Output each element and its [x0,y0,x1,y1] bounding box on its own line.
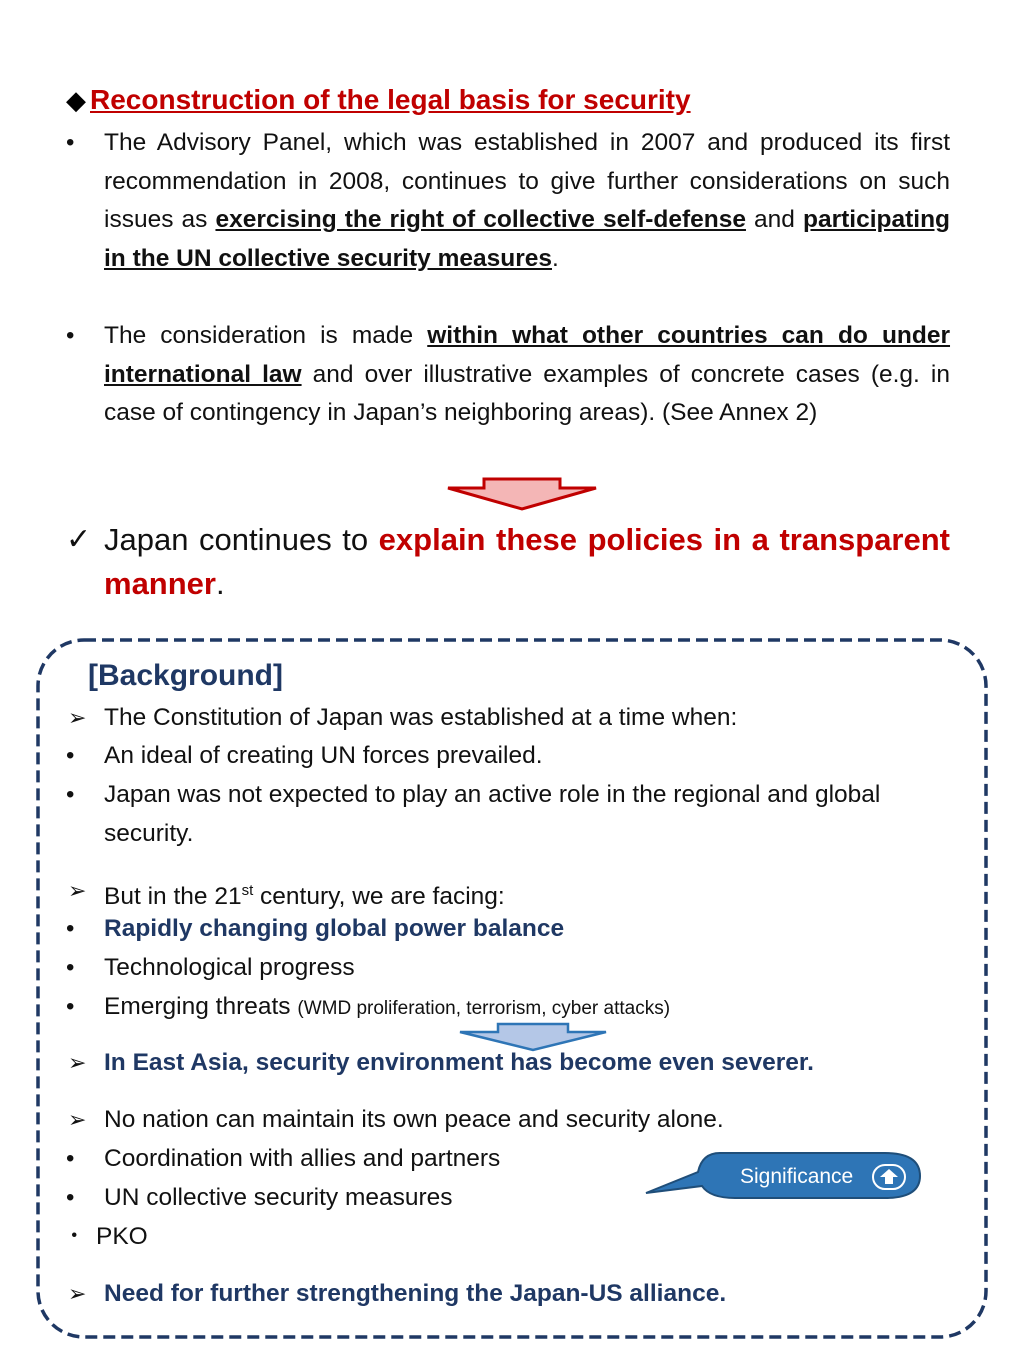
text-segment: and [745,206,803,233]
arrow-bullet-icon: ➢ [68,705,87,730]
japan-us-alliance-line: Need for further strengthening the Japan-US alliance. [104,1280,727,1307]
text-segment: Japan continues to [104,522,379,557]
bullet-icon: • [66,1145,75,1172]
text-segment: Emerging threats [104,993,291,1020]
pko-item: PKO [96,1223,148,1250]
emphasis-un-collective-security: participating in the UN collective security measures [104,206,950,272]
technological-progress-item: Technological progress [104,954,355,981]
check-icon: ✓ [66,523,92,556]
constitution-line: The Constitution of Japan was established at a time when: [104,704,738,731]
threat-examples: (WMD proliferation, terrorism, cyber attacks) [297,998,671,1019]
bullet-icon: • [66,954,75,981]
text-segment: and over illustrative examples of concrete cases (e.g. in case of contingency in Japan’s neighboring areas). (See Annex 2) [104,360,950,426]
text-segment: . [552,244,559,272]
pko-marker: ・ [62,1223,87,1250]
arrow-bullet-icon: ➢ [68,1281,87,1306]
no-nation-alone-line: No nation can maintain its own peace and security alone. [104,1106,724,1133]
east-asia-line: In East Asia, security environment has become even severer. [104,1049,814,1076]
active-role-item: Japan was not expected to play an active role in the regional and global security. [104,781,881,847]
text-segment: The consideration is made [104,322,428,349]
text-segment: century, we are facing: [253,883,505,911]
up-arrow-icon[interactable] [872,1164,906,1190]
bullet-icon: • [66,915,75,942]
bullet-icon: • [66,993,75,1020]
significance-label[interactable]: Significance [740,1165,854,1188]
section-title: Reconstruction of the legal basis for security [90,84,691,115]
arrow-bullet-icon: ➢ [68,1050,87,1075]
un-forces-item: An ideal of creating UN forces prevailed. [104,742,543,769]
diamond-icon: ◆ [66,85,86,115]
text-segment: . [215,566,225,601]
bullet-icon: • [66,129,75,156]
emphasis-international-law: within what other countries can do under international law [104,322,951,388]
arrow-bullet-icon: ➢ [68,878,87,903]
bullet-icon: • [66,322,75,349]
power-balance-item: Rapidly changing global power balance [104,915,565,942]
emphasis-collective-self-defense: exercising the right of collective self-defense [215,206,746,233]
arrow-bullet-icon: ➢ [68,1107,87,1132]
text-segment: The Advisory Panel, which was established in 2007 and produced its first recommendation in 2008, continues to give further considerations on such issues as [104,129,950,233]
allies-item: Coordination with allies and partners [104,1145,501,1172]
background-title: [Background] [88,659,283,692]
text-segment: But in the 21 [104,883,242,911]
superscript: st [241,882,254,899]
bullet-icon: • [66,742,75,769]
un-measures-item: UN collective security measures [104,1184,453,1211]
bullet-icon: • [66,781,75,808]
emphasis-transparent-manner: explain these policies in a transparent manner [104,522,950,601]
bullet-icon: • [66,1184,75,1211]
